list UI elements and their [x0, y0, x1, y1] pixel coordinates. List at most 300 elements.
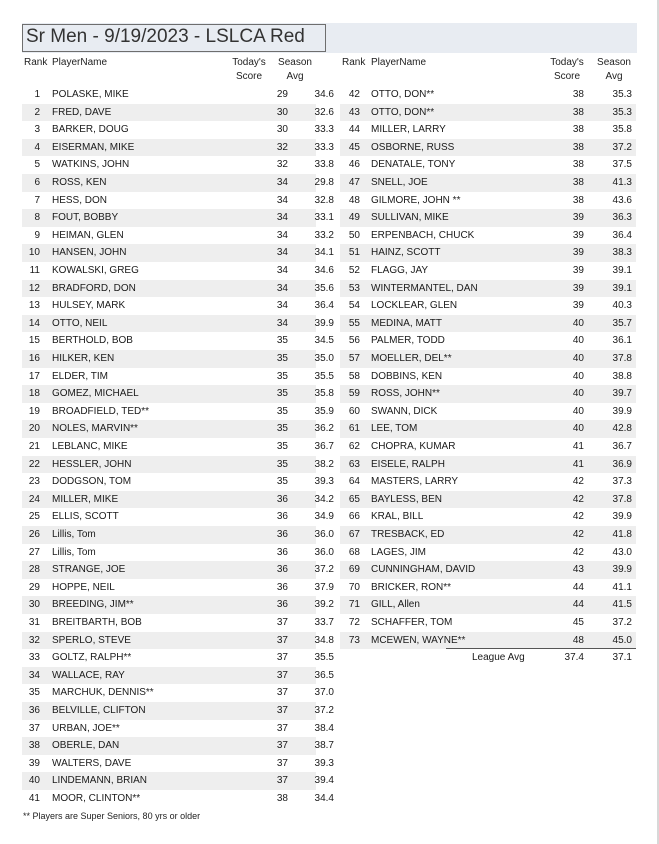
season-avg-cell: 33.3	[314, 124, 334, 136]
season-avg-cell: 39.1	[612, 265, 632, 276]
player-name-cell: MASTERS, LARRY	[371, 476, 459, 488]
season-avg-cell: 39.3	[314, 757, 334, 769]
rank-cell: 51	[348, 247, 360, 259]
table-row	[22, 403, 334, 421]
player-name-cell: HAINZ, SCOTT	[371, 247, 441, 259]
player-name-cell: ROSS, JOHN**	[371, 388, 440, 400]
table-row	[340, 86, 636, 104]
rank-cell: 7	[34, 194, 40, 206]
table-row	[340, 420, 636, 438]
player-name-cell: OTTO, DON**	[371, 106, 435, 118]
header-score-left-2: Score	[235, 71, 263, 82]
rank-cell: 55	[348, 317, 360, 329]
table-row	[22, 667, 334, 685]
todays-score-cell: 39	[572, 247, 584, 259]
todays-score-cell: 39	[572, 282, 584, 294]
table-row	[340, 315, 636, 333]
player-name-cell: BREEDING, JIM**	[52, 599, 134, 611]
season-avg-cell: 37.8	[612, 353, 632, 364]
todays-score-cell: 40	[572, 405, 584, 417]
season-avg-cell: 36.4	[612, 229, 632, 241]
player-name-cell: POLASKE, MIKE	[52, 89, 129, 100]
rank-cell: 33	[28, 652, 40, 664]
todays-score-cell: 34	[276, 229, 288, 241]
table-row	[22, 720, 334, 738]
season-avg-cell: 37.3	[612, 476, 632, 488]
table-row	[22, 244, 334, 262]
rank-cell: 56	[348, 335, 360, 347]
header-avg-left-2: Avg	[286, 71, 304, 82]
rank-cell: 48	[348, 194, 360, 206]
todays-score-cell: 37	[276, 634, 288, 646]
player-name-cell: MCEWEN, WAYNE**	[371, 634, 466, 646]
header-score-right-2: Score	[553, 71, 581, 82]
todays-score-cell: 38	[276, 793, 288, 804]
table-row	[22, 156, 334, 174]
table-row	[22, 121, 334, 139]
season-avg-cell: 35.3	[612, 89, 632, 100]
player-name-cell: FLAGG, JAY	[371, 265, 429, 276]
player-name-cell: HANSEN, JOHN	[52, 247, 127, 259]
table-row	[22, 702, 334, 720]
player-name-cell: LOCKLEAR, GLEN	[371, 300, 458, 312]
table-row	[22, 737, 334, 755]
todays-score-cell: 35	[276, 423, 288, 435]
player-name-cell: TRESBACK, ED	[371, 529, 445, 540]
season-avg-cell: 41.3	[612, 177, 632, 188]
rank-cell: 32	[28, 634, 40, 646]
todays-score-cell: 40	[572, 335, 584, 347]
table-row	[22, 456, 334, 474]
todays-score-cell: 37	[276, 722, 288, 734]
league-avg-season: 37.1	[612, 652, 632, 663]
rank-cell: 39	[28, 757, 40, 769]
rank-cell: 22	[28, 458, 40, 470]
header-player-left: PlayerName	[52, 57, 108, 68]
header-rank-right: Rank	[342, 57, 366, 68]
rank-cell: 52	[348, 265, 360, 276]
player-name-cell: SWANN, DICK	[371, 405, 438, 417]
rank-cell: 11	[29, 265, 40, 276]
table-row	[22, 139, 334, 157]
table-row	[22, 473, 334, 491]
table-row	[22, 192, 334, 210]
player-name-cell: GOLTZ, RALPH**	[52, 652, 132, 664]
rank-cell: 59	[348, 388, 360, 400]
table-row	[340, 473, 636, 491]
table-row	[22, 332, 334, 350]
season-avg-cell: 39.9	[314, 317, 334, 329]
footnote: ** Players are Super Seniors, 80 yrs or older	[23, 811, 201, 821]
rank-cell: 44	[348, 124, 360, 136]
season-avg-cell: 35.9	[314, 405, 334, 417]
todays-score-cell: 36	[276, 493, 288, 505]
table-row	[22, 297, 334, 315]
player-name-cell: LEE, TOM	[371, 423, 418, 435]
player-name-cell: HEIMAN, GLEN	[52, 229, 124, 241]
todays-score-cell: 35	[276, 370, 288, 382]
season-avg-cell: 29.8	[314, 177, 334, 188]
table-row	[340, 262, 636, 280]
table-row	[340, 579, 636, 597]
todays-score-cell: 32	[276, 159, 288, 171]
rank-cell: 61	[348, 423, 360, 435]
rank-cell: 26	[28, 529, 40, 540]
todays-score-cell: 35	[276, 353, 288, 364]
season-avg-cell: 45.0	[612, 634, 632, 646]
rank-cell: 38	[28, 740, 40, 752]
rank-cell: 29	[28, 581, 40, 593]
todays-score-cell: 38	[572, 159, 584, 171]
rank-cell: 47	[348, 177, 360, 188]
page-title: Sr Men - 9/19/2023 - LSLCA Red	[26, 26, 305, 47]
todays-score-cell: 36	[276, 529, 288, 540]
todays-score-cell: 34	[276, 317, 288, 329]
season-avg-cell: 37.2	[314, 564, 334, 576]
season-avg-cell: 35.8	[314, 388, 334, 400]
rank-cell: 27	[28, 546, 40, 558]
rank-cell: 31	[28, 617, 40, 628]
todays-score-cell: 42	[572, 493, 584, 505]
player-name-cell: CUNNINGHAM, DAVID	[371, 564, 476, 576]
table-row	[22, 438, 334, 456]
table-row	[340, 104, 636, 122]
player-name-cell: DENATALE, TONY	[371, 159, 456, 171]
rank-cell: 45	[348, 141, 360, 153]
rank-cell: 5	[34, 159, 40, 171]
header-player-right: PlayerName	[371, 57, 427, 68]
player-name-cell: GILL, Allen	[371, 599, 420, 611]
table-row	[22, 104, 334, 122]
player-name-cell: OSBORNE, RUSS	[371, 141, 455, 153]
season-avg-cell: 37.0	[314, 687, 334, 699]
player-name-cell: ERPENBACH, CHUCK	[371, 229, 475, 241]
player-name-cell: KRAL, BILL	[371, 511, 424, 523]
table-row	[22, 596, 334, 614]
season-avg-cell: 37.2	[314, 705, 334, 716]
league-avg-score: 37.4	[564, 652, 584, 663]
todays-score-cell: 37	[276, 687, 288, 699]
todays-score-cell: 37	[276, 705, 288, 716]
todays-score-cell: 40	[572, 370, 584, 382]
rank-cell: 67	[348, 529, 360, 540]
table-row	[340, 596, 636, 614]
table-row	[340, 121, 636, 139]
rank-cell: 72	[348, 617, 360, 628]
table-row	[340, 403, 636, 421]
player-name-cell: ROSS, KEN	[52, 177, 107, 188]
todays-score-cell: 38	[572, 177, 584, 188]
season-avg-cell: 32.8	[314, 194, 334, 206]
todays-score-cell: 34	[276, 247, 288, 259]
player-name-cell: CHOPRA, KUMAR	[371, 441, 456, 452]
header-score-right-1: Today's	[550, 57, 584, 68]
rank-cell: 14	[28, 317, 40, 329]
todays-score-cell: 30	[276, 106, 288, 118]
rank-cell: 4	[34, 141, 40, 153]
player-name-cell: GILMORE, JOHN **	[371, 194, 461, 206]
rank-cell: 16	[28, 353, 40, 364]
player-name-cell: MILLER, LARRY	[371, 124, 446, 136]
player-name-cell: BARKER, DOUG	[52, 124, 129, 136]
season-avg-cell: 36.7	[314, 441, 334, 452]
season-avg-cell: 37.5	[612, 159, 632, 171]
table-row	[22, 508, 334, 526]
table-row	[22, 385, 334, 403]
table-row	[340, 368, 636, 386]
rank-cell: 43	[348, 106, 360, 118]
todays-score-cell: 38	[572, 106, 584, 118]
todays-score-cell: 42	[572, 476, 584, 488]
rank-cell: 9	[34, 229, 40, 241]
rank-cell: 58	[348, 370, 360, 382]
rank-cell: 41	[28, 793, 40, 804]
rank-cell: 73	[348, 634, 360, 646]
player-name-cell: MARCHUK, DENNIS**	[52, 687, 154, 699]
season-avg-cell: 34.9	[314, 511, 334, 523]
player-name-cell: STRANGE, JOE	[52, 564, 126, 576]
rank-cell: 35	[28, 687, 40, 699]
player-name-cell: HESSLER, JOHN	[52, 458, 132, 470]
rank-cell: 42	[348, 89, 360, 100]
header-avg-right-1: Season	[597, 57, 631, 68]
table-row	[340, 491, 636, 509]
season-avg-cell: 41.1	[612, 581, 632, 593]
rank-cell: 54	[348, 300, 360, 312]
rank-cell: 40	[28, 775, 40, 787]
player-name-cell: WATKINS, JOHN	[52, 159, 130, 171]
season-avg-cell: 37.9	[314, 581, 334, 593]
rank-cell: 21	[28, 441, 40, 452]
todays-score-cell: 36	[276, 564, 288, 576]
season-avg-cell: 35.5	[314, 652, 334, 664]
player-name-cell: EISERMAN, MIKE	[52, 141, 135, 153]
table-row	[22, 86, 334, 104]
todays-score-cell: 37	[276, 652, 288, 664]
todays-score-cell: 38	[572, 194, 584, 206]
rank-cell: 23	[28, 476, 40, 488]
season-avg-cell: 36.1	[612, 335, 632, 347]
table-row	[340, 139, 636, 157]
rank-cell: 30	[28, 599, 40, 611]
todays-score-cell: 41	[572, 441, 584, 452]
table-row	[22, 579, 334, 597]
todays-score-cell: 36	[276, 511, 288, 523]
player-name-cell: Lillis, Tom	[52, 529, 96, 540]
todays-score-cell: 36	[276, 581, 288, 593]
season-avg-cell: 34.5	[314, 335, 334, 347]
player-name-cell: LINDEMANN, BRIAN	[52, 775, 148, 787]
rank-cell: 17	[28, 370, 40, 382]
table-row	[22, 368, 334, 386]
player-name-cell: MOOR, CLINTON**	[52, 793, 141, 804]
rank-cell: 6	[34, 177, 40, 188]
todays-score-cell: 39	[572, 300, 584, 312]
season-avg-cell: 36.0	[314, 529, 334, 540]
table-row	[22, 350, 334, 368]
player-name-cell: FOUT, BOBBY	[52, 212, 119, 224]
rank-cell: 1	[34, 89, 40, 100]
rank-cell: 37	[28, 722, 40, 734]
season-avg-cell: 33.2	[314, 229, 334, 241]
title-box	[22, 24, 326, 52]
rank-cell: 57	[348, 353, 360, 364]
table-row	[340, 332, 636, 350]
league-avg-label: League Avg	[472, 652, 525, 663]
season-avg-cell: 38.2	[314, 458, 334, 470]
table-row	[340, 456, 636, 474]
season-avg-cell: 36.4	[314, 300, 334, 312]
table-row	[22, 561, 334, 579]
player-name-cell: FRED, DAVE	[52, 106, 112, 118]
player-name-cell: BRADFORD, DON	[52, 282, 136, 294]
table-row	[22, 209, 334, 227]
player-name-cell: BERTHOLD, BOB	[52, 335, 133, 347]
rank-cell: 46	[348, 159, 360, 171]
player-name-cell: MILLER, MIKE	[52, 493, 119, 505]
rank-cell: 71	[348, 599, 360, 611]
todays-score-cell: 40	[572, 317, 584, 329]
player-name-cell: OTTO, NEIL	[52, 317, 108, 329]
season-avg-cell: 39.2	[314, 599, 334, 611]
player-name-cell: DOBBINS, KEN	[371, 370, 443, 382]
player-name-cell: ELDER, TIM	[52, 370, 108, 382]
todays-score-cell: 39	[572, 229, 584, 241]
table-row	[22, 174, 334, 192]
player-name-cell: SCHAFFER, TOM	[371, 617, 453, 628]
todays-score-cell: 35	[276, 441, 288, 452]
season-avg-cell: 41.5	[612, 599, 632, 611]
table-row	[22, 649, 334, 667]
player-name-cell: URBAN, JOE**	[52, 722, 120, 734]
todays-score-cell: 32	[276, 141, 288, 153]
season-avg-cell: 38.7	[314, 740, 334, 752]
player-name-cell: OBERLE, DAN	[52, 740, 120, 752]
player-name-cell: HOPPE, NEIL	[52, 581, 115, 593]
player-name-cell: BROADFIELD, TED**	[52, 405, 150, 417]
season-avg-cell: 33.7	[314, 617, 334, 628]
player-name-cell: OTTO, DON**	[371, 89, 435, 100]
rank-cell: 10	[28, 247, 40, 259]
todays-score-cell: 34	[276, 282, 288, 294]
rank-cell: 12	[28, 282, 40, 294]
todays-score-cell: 37	[276, 757, 288, 769]
season-avg-cell: 38.3	[612, 247, 632, 259]
player-name-cell: WALLACE, RAY	[52, 669, 125, 681]
todays-score-cell: 36	[276, 599, 288, 611]
player-name-cell: PALMER, TODD	[371, 335, 445, 347]
todays-score-cell: 37	[276, 740, 288, 752]
table-row	[340, 632, 636, 650]
table-row	[22, 614, 334, 632]
season-avg-cell: 35.3	[612, 106, 632, 118]
rank-cell: 15	[28, 335, 40, 347]
rank-cell: 3	[34, 124, 40, 136]
player-name-cell: HILKER, KEN	[52, 353, 115, 364]
player-name-cell: SULLIVAN, MIKE	[371, 212, 449, 224]
todays-score-cell: 41	[572, 458, 584, 470]
season-avg-cell: 39.4	[314, 775, 334, 787]
todays-score-cell: 38	[572, 124, 584, 136]
todays-score-cell: 34	[276, 194, 288, 206]
season-avg-cell: 34.2	[314, 493, 334, 505]
rank-cell: 65	[348, 493, 360, 505]
rank-cell: 2	[34, 106, 40, 118]
todays-score-cell: 42	[572, 511, 584, 523]
player-name-cell: SPERLO, STEVE	[52, 634, 131, 646]
season-avg-cell: 34.1	[314, 247, 334, 259]
player-name-cell: HULSEY, MARK	[52, 300, 126, 312]
player-name-cell: MOELLER, DEL**	[371, 353, 452, 364]
rank-cell: 18	[28, 388, 40, 400]
season-avg-cell: 41.8	[612, 529, 632, 540]
todays-score-cell: 30	[276, 124, 288, 136]
season-avg-cell: 40.3	[612, 300, 632, 312]
player-name-cell: HESS, DON	[52, 194, 108, 206]
table-row	[340, 544, 636, 562]
season-avg-cell: 33.8	[314, 159, 334, 171]
season-avg-cell: 34.8	[314, 634, 334, 646]
table-row	[22, 280, 334, 298]
season-avg-cell: 34.4	[314, 793, 334, 804]
season-avg-cell: 34.6	[314, 265, 334, 276]
table-row	[340, 192, 636, 210]
season-avg-cell: 33.1	[314, 212, 334, 224]
table-row	[22, 526, 334, 544]
header-score-left-1: Today's	[232, 57, 266, 68]
todays-score-cell: 35	[276, 476, 288, 488]
todays-score-cell: 36	[276, 546, 288, 558]
todays-score-cell: 45	[572, 617, 584, 628]
rank-cell: 49	[348, 212, 360, 224]
season-avg-cell: 35.8	[612, 124, 632, 136]
season-avg-cell: 36.9	[612, 458, 632, 470]
season-avg-cell: 38.8	[612, 370, 632, 382]
todays-score-cell: 43	[572, 564, 584, 576]
rank-cell: 62	[348, 441, 360, 452]
table-row	[22, 755, 334, 773]
rank-cell: 63	[348, 458, 360, 470]
header-avg-left-1: Season	[278, 57, 312, 68]
todays-score-cell: 35	[276, 388, 288, 400]
table-row	[340, 350, 636, 368]
season-avg-cell: 34.6	[314, 89, 334, 100]
todays-score-cell: 40	[572, 353, 584, 364]
table-row	[340, 508, 636, 526]
season-avg-cell: 36.5	[314, 669, 334, 681]
rank-cell: 36	[28, 705, 40, 716]
player-name-cell: LAGES, JIM	[371, 546, 427, 558]
player-name-cell: ELLIS, SCOTT	[52, 511, 119, 523]
table-row	[340, 156, 636, 174]
season-avg-cell: 37.8	[612, 493, 632, 505]
season-avg-cell: 43.0	[612, 546, 632, 558]
season-avg-cell: 37.2	[612, 141, 632, 153]
season-avg-cell: 33.3	[314, 141, 334, 153]
player-name-cell: Lillis, Tom	[52, 546, 96, 558]
todays-score-cell: 40	[572, 388, 584, 400]
table-row	[340, 209, 636, 227]
player-name-cell: BREITBARTH, BOB	[52, 617, 142, 628]
rank-cell: 13	[28, 300, 40, 312]
season-avg-cell: 39.1	[612, 282, 632, 294]
player-name-cell: LEBLANC, MIKE	[52, 441, 128, 452]
table-row	[22, 772, 334, 790]
table-row	[22, 420, 334, 438]
table-row	[340, 297, 636, 315]
player-name-cell: KOWALSKI, GREG	[52, 265, 139, 276]
player-name-cell: GOMEZ, MICHAEL	[52, 388, 139, 400]
